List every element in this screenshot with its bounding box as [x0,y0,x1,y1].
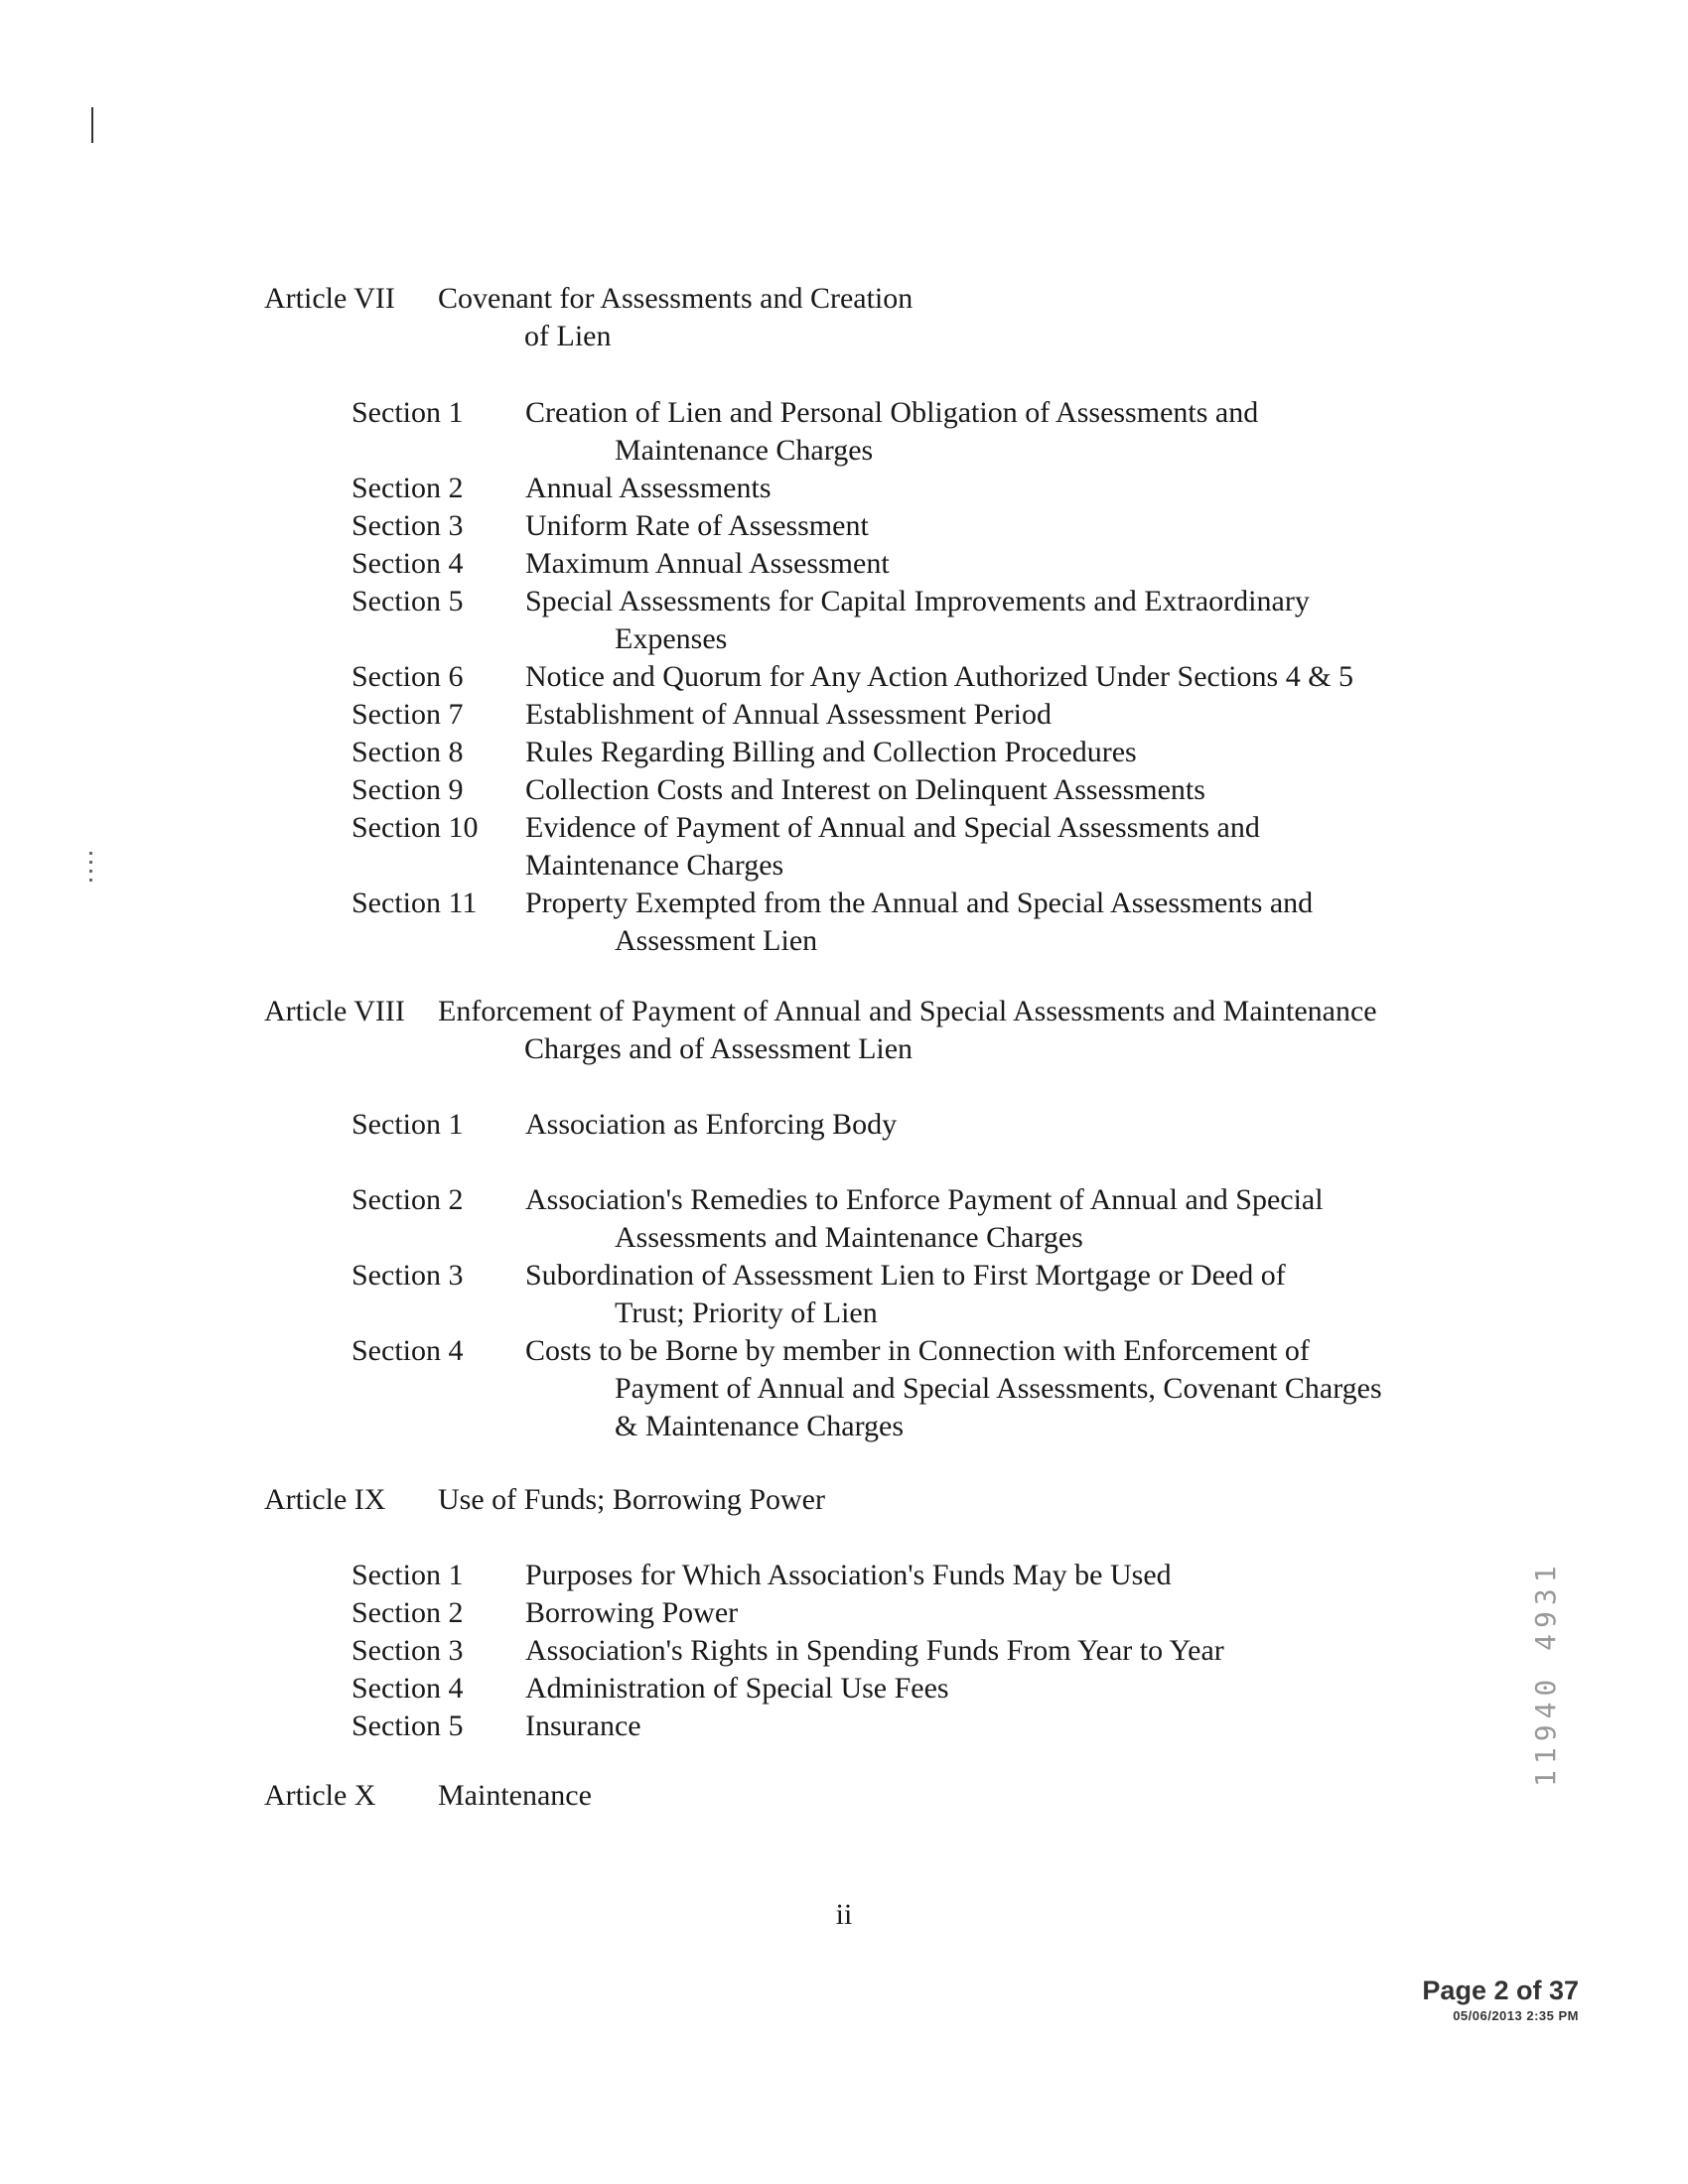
section-title: Special Assessments for Capital Improvements and Extraordinary [525,585,1310,617]
article-title-continued: of Lien [524,320,612,352]
section-label: Section 11 [352,887,478,919]
section-label: Section 5 [352,585,464,617]
section-title: Association's Rights in Spending Funds From Year to Year [525,1634,1224,1667]
section-label: Section 4 [352,547,464,580]
section-label: Section 4 [352,1672,464,1705]
section-label: Section 3 [352,1259,464,1292]
section-label: Section 3 [352,509,464,542]
section-label: Section 9 [352,773,464,806]
article-label: Article IX [264,1483,386,1516]
section-title: Establishment of Annual Assessment Period [525,698,1052,731]
section-title: Administration of Special Use Fees [525,1672,949,1705]
section-label: Section 7 [352,698,464,731]
section-label: Section 3 [352,1634,464,1667]
section-title-continued: Maintenance Charges [615,434,874,467]
section-title: Association as Enforcing Body [525,1108,898,1141]
article-label: Article X [264,1779,376,1812]
section-title: Insurance [525,1709,641,1742]
section-title-continued: Payment of Annual and Special Assessments, Covenant Charges [615,1372,1382,1405]
section-title: Uniform Rate of Assessment [525,509,869,542]
article-label: Article VIII [264,995,405,1027]
section-title: Property Exempted from the Annual and Special Assessments and [525,887,1314,919]
section-label: Section 6 [352,660,464,693]
section-title: Collection Costs and Interest on Delinquent Assessments [525,773,1205,806]
article-label: Article VII [264,282,395,315]
section-title-continued: & Maintenance Charges [615,1410,905,1442]
section-label: Section 8 [352,736,464,768]
section-title-continued: Trust; Priority of Lien [615,1297,878,1329]
article-title: Covenant for Assessments and Creation [438,282,914,315]
scan-mark [91,107,93,143]
section-label: Section 10 [352,811,479,844]
section-title: Evidence of Payment of Annual and Special Assessments and [525,811,1260,844]
section-title: Rules Regarding Billing and Collection Procedures [525,736,1137,768]
section-title: Borrowing Power [525,1596,739,1629]
page-count: Page 2 of 37 [1422,1976,1579,2005]
section-title: Purposes for Which Association's Funds May be Used [525,1559,1172,1591]
section-title-continued: Assessments and Maintenance Charges [615,1221,1083,1254]
section-label: Section 2 [352,1183,464,1216]
section-label: Section 1 [352,396,464,429]
recording-number-text: 11940 4931 [1529,1560,1562,1787]
article-title-continued: Charges and of Assessment Lien [524,1032,914,1065]
section-title-continued: Assessment Lien [615,924,818,957]
section-title: Maximum Annual Assessment [525,547,890,580]
section-title: Annual Assessments [525,472,772,504]
article-title: Enforcement of Payment of Annual and Special Assessments and Maintenance [438,995,1377,1027]
section-title: Subordination of Assessment Lien to First Mortgage or Deed of [525,1259,1286,1292]
section-label: Section 2 [352,1596,464,1629]
scan-dots [89,852,92,887]
section-label: Section 1 [352,1559,464,1591]
print-timestamp: 05/06/2013 2:35 PM [1453,2008,1579,2023]
section-title: Notice and Quorum for Any Action Authorized Under Sections 4 & 5 [525,660,1354,693]
section-label: Section 5 [352,1709,464,1742]
section-title: Costs to be Borne by member in Connection with Enforcement of [525,1334,1310,1367]
section-label: Section 4 [352,1334,464,1367]
recording-number [1515,1489,1575,1787]
section-label: Section 1 [352,1108,464,1141]
section-title-continued: Expenses [615,622,728,655]
page-folio: ii [835,1898,853,1931]
section-title: Association's Remedies to Enforce Payment of Annual and Special [525,1183,1324,1216]
article-title: Use of Funds; Borrowing Power [438,1483,825,1516]
page-stamp [1422,1976,1579,2023]
section-label: Section 2 [352,472,464,504]
section-title: Creation of Lien and Personal Obligation of Assessments and [525,396,1259,429]
article-title: Maintenance [438,1779,592,1812]
section-title-continued: Maintenance Charges [525,849,784,882]
